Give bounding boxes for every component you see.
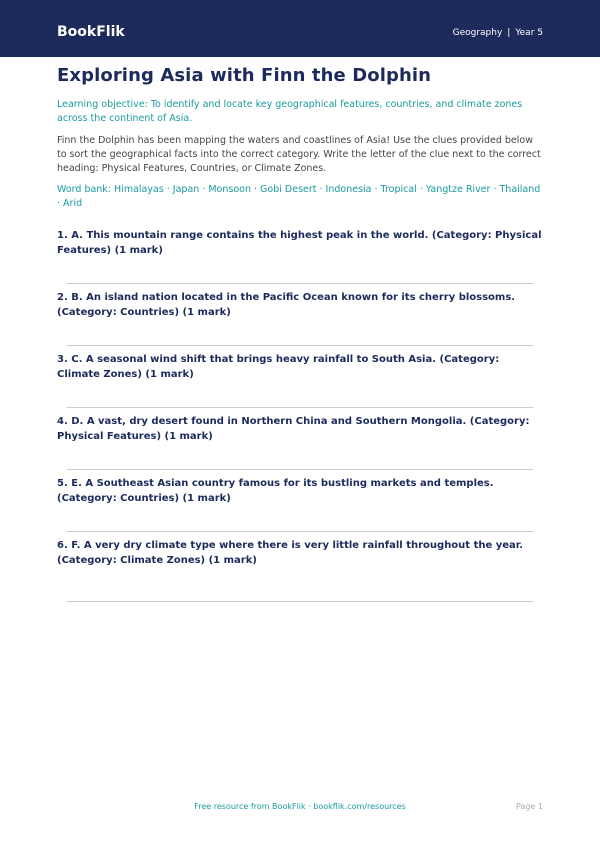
question-list — [57, 228, 543, 600]
question-text: 4. D. A vast, dry desert found in Northern China and Southern Mongolia. (Category: Physical Features) (1 mark) — [57, 416, 530, 442]
learning-objective: Learning objective: To identify and locate key geographical features, countries, and climate zones across the continent of Asia. — [57, 99, 523, 124]
question-text: 2. B. An island nation located in the Pacific Ocean known for its cherry blossoms. (Category: Countries) (1 mark) — [57, 292, 516, 318]
question-text: 1. A. This mountain range contains the highest peak in the world. (Category: Physical Features) (1 mark) — [57, 230, 542, 256]
answer-line[interactable] — [67, 601, 533, 602]
question-item — [57, 414, 543, 476]
question-item — [57, 290, 543, 352]
instructions-text: Finn the Dolphin has been mapping the waters and coastlines of Asia! Use the clues provided below to sort the geographical facts into the correct category. Write the letter of the clue next to the correct heading: Physical Features, Countries, or Climate Zones. — [57, 135, 541, 174]
question-item — [57, 228, 543, 290]
subject-year-label — [453, 27, 543, 39]
brand-logo: BookFlik — [57, 24, 125, 40]
question-item — [57, 352, 543, 414]
question-item — [57, 538, 543, 600]
question-text: 6. F. A very dry climate type where there is very little rainfall throughout the year. (Category: Climate Zones) (1 mark) — [57, 540, 524, 566]
question-item — [57, 476, 543, 538]
answer-line[interactable] — [67, 531, 533, 532]
answer-line[interactable] — [67, 469, 533, 470]
question-text: 5. E. A Southeast Asian country famous for its bustling markets and temples. (Category: Countries) (1 mark) — [57, 478, 494, 504]
page-title: Exploring Asia with Finn the Dolphin — [57, 65, 432, 86]
question-text: 3. C. A seasonal wind shift that brings heavy rainfall to South Asia. (Category: Climate Zones) (1 mark) — [57, 354, 500, 380]
answer-line[interactable] — [67, 345, 533, 346]
footer-credit: Free resource from BookFlik · bookflik.com/resources — [194, 802, 406, 811]
year-label: Year 5 — [515, 28, 543, 38]
worksheet-body — [57, 62, 543, 600]
subject-label: Geography — [452, 28, 503, 38]
answer-line[interactable] — [67, 407, 533, 408]
meta-separator: | — [507, 28, 511, 38]
page-number: Page 1 — [516, 802, 543, 811]
answer-line[interactable] — [67, 283, 533, 284]
word-bank: Word bank: Himalayas · Japan · Monsoon · Gobi Desert · Indonesia · Tropical · Yangtze River · Thailand · Arid — [57, 184, 541, 209]
header-bar — [0, 0, 600, 57]
